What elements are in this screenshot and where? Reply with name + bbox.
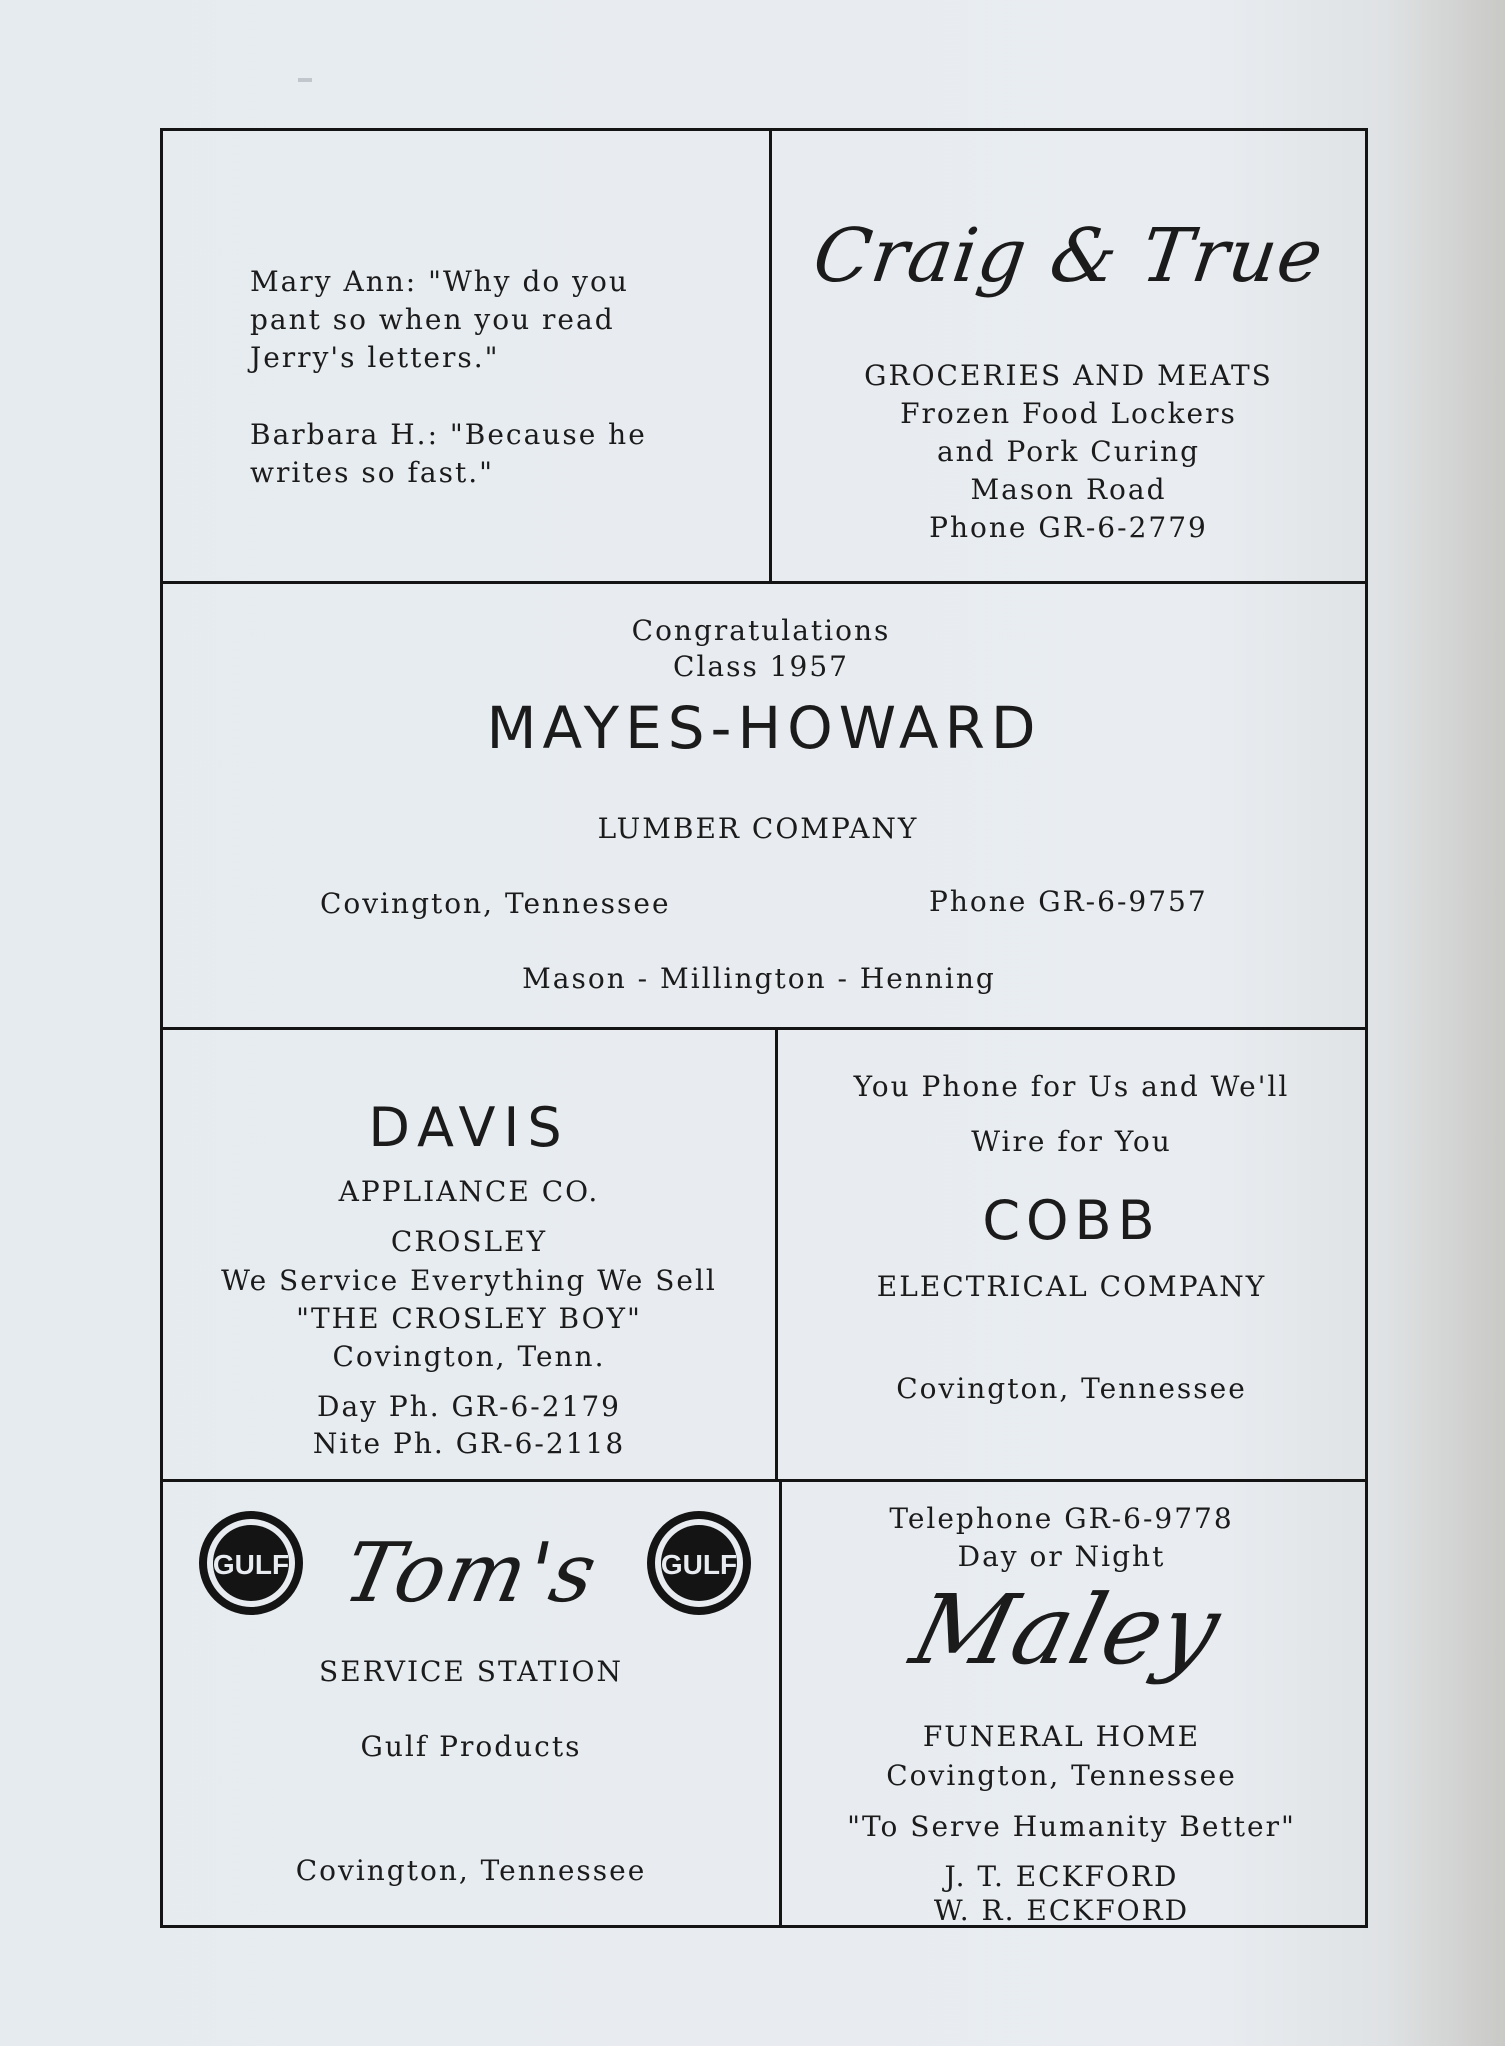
cobb-tagline: You Phone for Us and We'll [853, 1070, 1290, 1103]
davis-line: CROSLEY [390, 1225, 548, 1258]
maley-hours: Day or Night [957, 1540, 1166, 1573]
maley-phone: Telephone GR-6-9778 [889, 1502, 1234, 1535]
toms-products: Gulf Products [360, 1730, 582, 1763]
toms-subtitle: SERVICE STATION [319, 1655, 623, 1688]
maley-subtitle: FUNERAL HOME [922, 1720, 1201, 1753]
cobb-name: COBB [982, 1189, 1161, 1252]
cobb-city: Covington, Tennessee [896, 1372, 1247, 1405]
joke-line: Barbara H.: "Because he [250, 418, 647, 451]
congrats-line: Congratulations [631, 614, 891, 647]
mayes-howard-ad [163, 584, 1365, 1027]
davis-line: "THE CROSLEY BOY" [296, 1302, 642, 1335]
davis-ad [163, 1030, 775, 1479]
craig-true-logo: Craig & True [808, 213, 1329, 299]
maley-owner: J. T. ECKFORD [944, 1860, 1179, 1893]
toms-service-station-ad [163, 1482, 779, 1928]
mayes-howard-name: MAYES-HOWARD [486, 694, 1042, 762]
cobb-tagline: Wire for You [971, 1125, 1172, 1158]
craig-true-line: Frozen Food Lockers [900, 397, 1237, 430]
davis-line: APPLIANCE CO. [338, 1175, 600, 1208]
mayes-howard-phone: Phone GR-6-9757 [929, 885, 1208, 918]
craig-true-line: Mason Road [970, 473, 1167, 506]
maley-funeral-home-ad [782, 1482, 1365, 1928]
davis-line: Nite Ph. GR-6-2118 [312, 1427, 626, 1460]
joke-cell [163, 131, 769, 581]
toms-logo: Tom's [335, 1526, 607, 1621]
davis-line: Covington, Tenn. [332, 1340, 606, 1373]
joke-line: writes so fast." [250, 456, 494, 489]
maley-logo: Maley [901, 1574, 1232, 1686]
page-smudge [298, 78, 312, 82]
gulf-logo-text: GULF [660, 1549, 738, 1580]
mayes-howard-city: Covington, Tennessee [320, 887, 671, 920]
cobb-subtitle: ELECTRICAL COMPANY [876, 1270, 1267, 1303]
toms-city: Covington, Tennessee [295, 1854, 647, 1887]
maley-owner: W. R. ECKFORD [933, 1894, 1190, 1927]
gulf-logo-text: GULF [212, 1549, 290, 1580]
joke-line: pant so when you read [250, 303, 615, 336]
congrats-line: Class 1957 [673, 650, 849, 683]
advertisement-grid [160, 128, 1368, 1928]
mayes-howard-subtitle: LUMBER COMPANY [597, 812, 919, 845]
mayes-howard-locations: Mason - Millington - Henning [522, 962, 996, 995]
davis-name: DAVIS [368, 1096, 570, 1159]
craig-true-line: Phone GR-6-2779 [929, 511, 1208, 544]
cobb-ad [778, 1030, 1365, 1479]
davis-line: Day Ph. GR-6-2179 [317, 1390, 621, 1423]
joke-line: Mary Ann: "Why do you [250, 265, 629, 298]
joke-line: Jerry's letters." [250, 341, 500, 374]
craig-true-line: and Pork Curing [936, 435, 1201, 468]
craig-true-ad [772, 131, 1365, 581]
davis-line: We Service Everything We Sell [221, 1264, 717, 1297]
maley-motto: "To Serve Humanity Better" [847, 1810, 1296, 1843]
maley-city: Covington, Tennessee [886, 1759, 1237, 1792]
craig-true-line: GROCERIES AND MEATS [864, 359, 1273, 392]
